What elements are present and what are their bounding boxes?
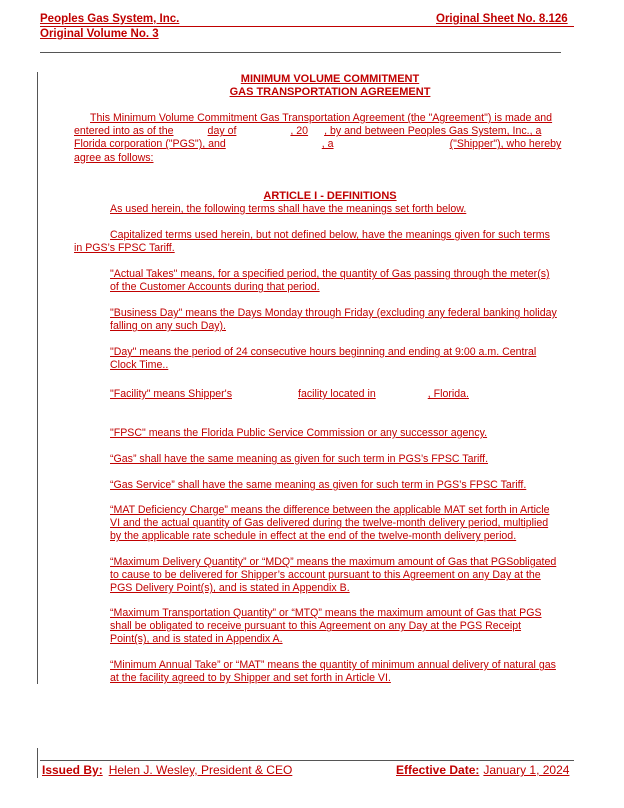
footer-margin-bar bbox=[37, 748, 38, 778]
para-line: shall be obligated to receive pursuant to this Agreement on any Day at the PGS Receipt bbox=[110, 620, 522, 633]
definition-mat bbox=[110, 659, 588, 685]
definition-day bbox=[110, 346, 588, 372]
para-line: “Minimum Annual Take” or “MAT” means the quantity of minimum annual delivery of natural gas bbox=[110, 659, 556, 671]
definition-actual-takes bbox=[110, 268, 588, 294]
definition-gas: “Gas” shall have the same meaning as given for such term in PGS’s FPSC Tariff. bbox=[110, 453, 489, 465]
article-lead: As used herein, the following terms shall have the meanings set forth below. bbox=[110, 203, 467, 215]
para-line: PGS Delivery Point(s), and is stated in Appendix B. bbox=[110, 582, 350, 595]
header-divider bbox=[40, 52, 561, 53]
facility-text: , Florida. bbox=[427, 388, 469, 400]
facility-text: "Facility" means Shipper's bbox=[110, 388, 232, 400]
para-line: at the facility agreed to by Shipper and set forth in Article VI. bbox=[110, 672, 391, 685]
company-name: Peoples Gas System, Inc. bbox=[40, 13, 180, 25]
effective-date bbox=[396, 763, 569, 777]
issued-by bbox=[42, 763, 387, 777]
capitalized-terms-paragraph bbox=[74, 229, 588, 255]
para-line: in PGS’s FPSC Tariff. bbox=[74, 242, 175, 255]
agreement-title bbox=[70, 73, 590, 99]
para-line: "Day" means the period of 24 consecutive hours beginning and ending at 9:00 a.m. Central bbox=[110, 346, 537, 358]
header-rule bbox=[40, 26, 574, 27]
para-line: Clock Time.. bbox=[110, 359, 169, 372]
intro-text: , 20 bbox=[290, 125, 309, 138]
volume-number: Original Volume No. 3 bbox=[40, 28, 159, 40]
effective-value: January 1, 2024 bbox=[483, 763, 570, 777]
para-line: of the Customer Accounts during that period. bbox=[110, 281, 320, 294]
footer-rule bbox=[40, 760, 574, 761]
definition-mat-deficiency-charge bbox=[110, 504, 588, 544]
intro-line-4: agree as follows: bbox=[74, 151, 154, 164]
para-line: VI and the actual quantity of Gas delivered during the twelve-month delivery period, multiplied bbox=[110, 517, 549, 530]
intro-text: day of bbox=[207, 125, 237, 138]
intro-line-2 bbox=[74, 125, 586, 138]
title-line-2: GAS TRANSPORTATION AGREEMENT bbox=[229, 86, 431, 98]
effective-label: Effective Date: bbox=[396, 763, 480, 777]
title-line-1: MINIMUM VOLUME COMMITMENT bbox=[240, 73, 420, 85]
para-line: "Actual Takes" means, for a specified period, the quantity of Gas passing through the meter(s) bbox=[110, 268, 550, 280]
para-line: “MAT Deficiency Charge” means the difference between the applicable MAT set forth in Article bbox=[110, 504, 550, 516]
definition-business-day bbox=[110, 307, 588, 333]
article-heading: ARTICLE I - DEFINITIONS bbox=[263, 190, 397, 202]
para-line: by the applicable rate schedule in effect at the end of the twelve-month delivery period. bbox=[110, 530, 517, 543]
facility-text: facility located in bbox=[298, 388, 376, 400]
para-line: “Maximum Transportation Quantity” or “MTQ” means the maximum amount of Gas that PGS bbox=[110, 607, 542, 619]
definition-gas-service: “Gas Service” shall have the same meaning as given for such term in PGS’s FPSC Tariff. bbox=[110, 479, 527, 491]
definition-mtq bbox=[110, 607, 588, 647]
sheet-number: Original Sheet No. 8.126 bbox=[436, 13, 568, 25]
intro-text: entered into as of the bbox=[74, 125, 174, 138]
intro-line-1: This Minimum Volume Commitment Gas Transportation Agreement (the "Agreement") is made and bbox=[90, 112, 553, 124]
para-line: falling on any such Day). bbox=[110, 320, 227, 333]
para-line: "Business Day" means the Days Monday through Friday (excluding any federal banking holiday bbox=[110, 307, 557, 319]
margin-bar bbox=[37, 72, 38, 684]
intro-text: , by and between Peoples Gas System, Inc., a bbox=[324, 125, 542, 138]
intro-text: , a bbox=[321, 138, 334, 151]
para-line: to cause to be delivered for Shipper’s account pursuant to this Agreement on any Day at the bbox=[110, 569, 541, 582]
issued-label: Issued By: bbox=[42, 763, 103, 777]
para-line: “Maximum Delivery Quantity” or “MDQ” means the maximum amount of Gas that PGSobligated bbox=[110, 556, 557, 568]
definition-fpsc: "FPSC" means the Florida Public Service Commission or any successor agency. bbox=[110, 427, 488, 439]
intro-text: Florida corporation ("PGS"), and bbox=[74, 138, 226, 151]
intro-line-3 bbox=[74, 138, 586, 151]
definition-mdq bbox=[110, 556, 588, 596]
intro-paragraph bbox=[74, 112, 586, 165]
issued-value: Helen J. Wesley, President & CEO bbox=[108, 763, 293, 777]
para-line: Capitalized terms used herein, but not defined below, have the meanings given for such terms bbox=[110, 229, 550, 241]
intro-text: ("Shipper"), who hereby bbox=[449, 138, 562, 151]
definition-facility bbox=[110, 388, 469, 401]
para-line: Point(s), and is stated in Appendix A. bbox=[110, 633, 283, 646]
